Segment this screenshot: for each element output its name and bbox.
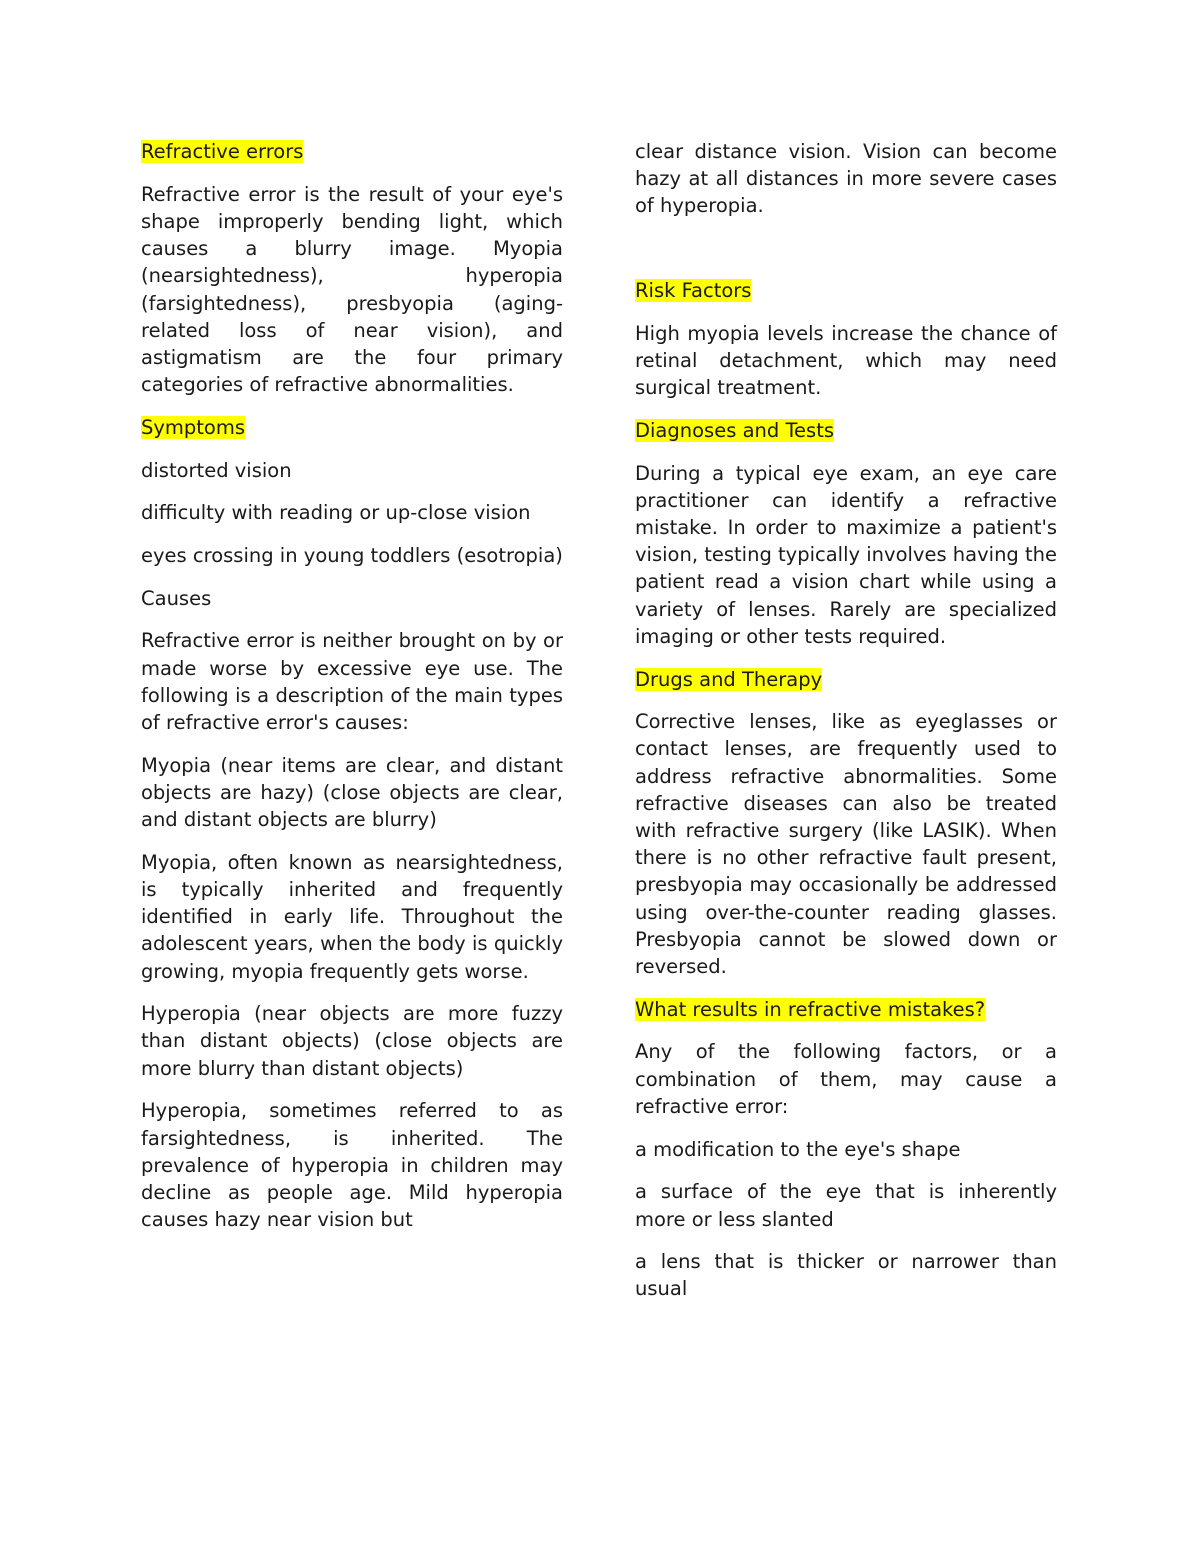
risk-factors-paragraph: High myopia levels increase the chance of retinal detachment, which may need surgical treatment. bbox=[635, 321, 1057, 400]
results-heading-text: What results in refractive mistakes? bbox=[635, 997, 986, 1021]
risk-factors-heading-text: Risk Factors bbox=[635, 279, 752, 303]
refractive-errors-heading bbox=[141, 138, 563, 165]
risk-factors-heading bbox=[635, 277, 1057, 304]
causes-heading: Causes bbox=[141, 586, 212, 610]
diagnoses-paragraph: During a typical eye exam, an eye care practitioner can identify a refractive mistake. In order to maximize a patient's vision, testing typically involves having the patient read a vision chart while using a variety of lenses. Rarely are specialized imaging or other tests required. bbox=[635, 461, 1058, 648]
drugs-paragraph: Corrective lenses, like as eyeglasses or contact lenses, are frequently used to address refractive abnormalities. Some refractive diseases can also be treated with refractive surgery (like LASIK). When there is no other refractive fault present, presbyopia may occasionally be addressed using over-the-counter reading glasses. Presbyopia cannot be slowed down or reversed. bbox=[635, 710, 1057, 979]
hyperopia-paragraph-end: clear distance vision. Vision can become hazy at all distances in more severe cases of hyperopia. bbox=[635, 140, 1057, 218]
myopia-definition-paragraph: Myopia (near items are clear, and distant objects are hazy) (close objects are clear, and distant objects are blurry) bbox=[141, 753, 563, 832]
results-intro-paragraph: Any of the following factors, or a combination of them, may cause a refractive error: bbox=[635, 1040, 1057, 1118]
right-column bbox=[635, 138, 1057, 1318]
factor-item-eye-shape: a modification to the eye's shape bbox=[635, 1137, 961, 1161]
hyperopia-paragraph-start: Hyperopia, sometimes referred to as farsightedness, is inherited. The prevalence of hyperopia in children may decline as people age. Mild hyperopia causes hazy near vision but bbox=[141, 1099, 563, 1232]
factor-item-lens-thickness: a lens that is thicker or narrower than usual bbox=[635, 1250, 1057, 1301]
refractive-errors-heading-text: Refractive errors bbox=[141, 140, 304, 163]
diagnoses-heading-text: Diagnoses and Tests bbox=[635, 418, 835, 442]
refractive-errors-paragraph: Refractive error is the result of your eye's shape improperly bending light, which causes a blurry image. Myopia (nearsightedness), hyperopia (farsightedness), presbyopia (aging-related loss of near vision), and astigmatism are the four primary categories of refractive abnormalities. bbox=[141, 182, 563, 397]
results-heading bbox=[635, 996, 1057, 1023]
myopia-paragraph: Myopia, often known as nearsightedness, is typically inherited and frequently identified in early life. Throughout the adolescent years, when the body is quickly growing, myopia frequently gets worse. bbox=[141, 850, 563, 983]
symptom-item-distorted-vision: distorted vision bbox=[141, 458, 292, 482]
left-column bbox=[141, 138, 563, 1249]
symptom-item-eyes-crossing: eyes crossing in young toddlers (esotropia) bbox=[141, 543, 563, 567]
symptoms-heading-text: Symptoms bbox=[141, 415, 246, 439]
hyperopia-definition-paragraph: Hyperopia (near objects are more fuzzy than distant objects) (close objects are more blurry than distant objects) bbox=[141, 1002, 563, 1080]
causes-intro-paragraph: Refractive error is neither brought on by or made worse by excessive eye use. The following is a description of the main types of refractive error's causes: bbox=[141, 629, 563, 734]
factor-item-eye-surface: a surface of the eye that is inherently more or less slanted bbox=[635, 1180, 1057, 1231]
drugs-heading bbox=[635, 666, 1057, 693]
symptoms-heading bbox=[141, 414, 563, 441]
paragraph-gap bbox=[635, 235, 1057, 277]
symptom-item-reading-difficulty: difficulty with reading or up-close vision bbox=[141, 501, 531, 525]
diagnoses-heading bbox=[635, 417, 1057, 444]
drugs-heading-text: Drugs and Therapy bbox=[635, 667, 823, 691]
